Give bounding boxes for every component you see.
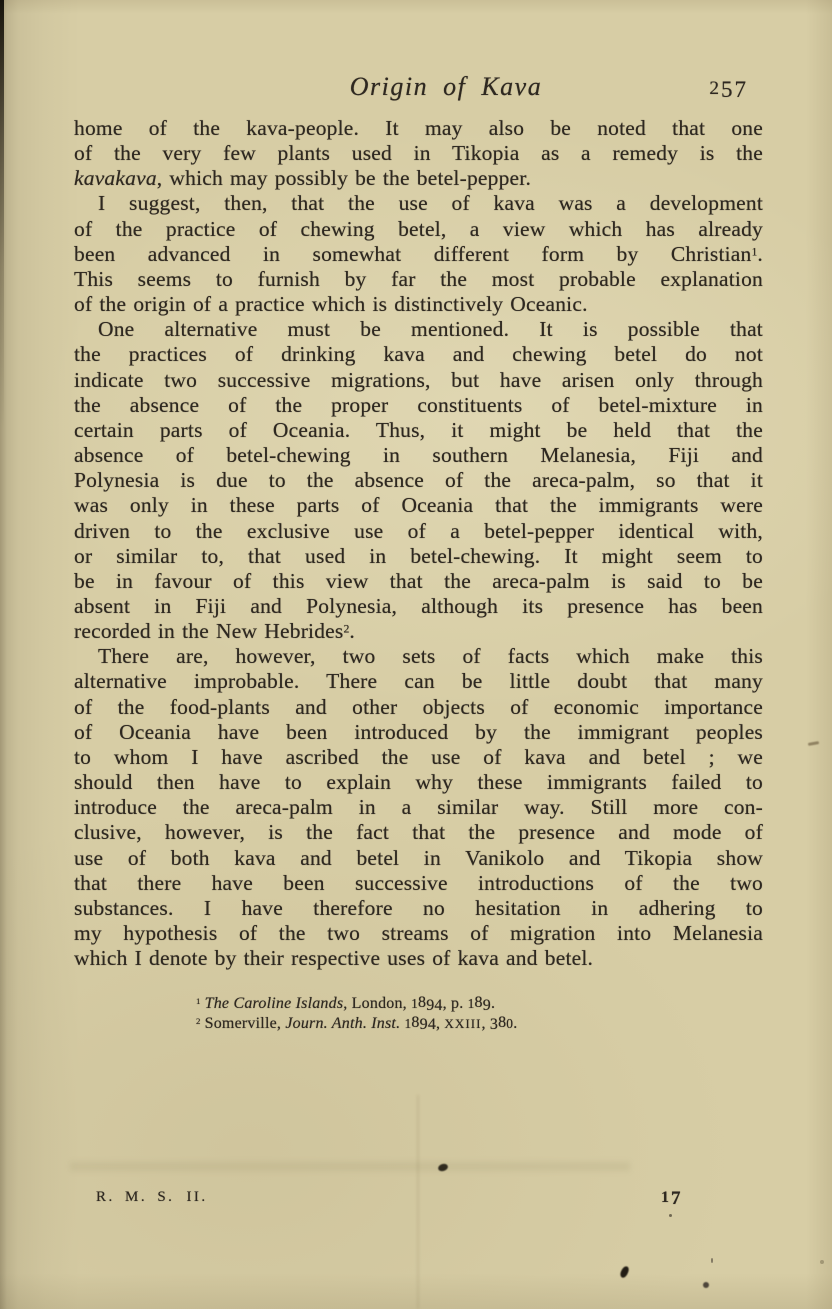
text-line: kavakava, which may possibly be the betel-pepper. (74, 166, 532, 191)
text-line: of the origin of a practice which is distinctively Oceanic. (74, 292, 588, 317)
text-line: I suggest, then, that the use of kava was a development (98, 191, 763, 216)
text-line: clusive, however, is the fact that the presence and mode of (74, 820, 763, 845)
margin-mark (808, 741, 819, 746)
running-head-title: Origin of Kava (349, 72, 543, 101)
text-line: of Oceania have been introduced by the immigrant peoples (74, 719, 763, 744)
text-line: alternative improbable. There can be little doubt that many (74, 669, 763, 694)
text-line: was only in these parts of Oceania that the immigrants were (74, 493, 763, 518)
ink-speck (820, 1260, 824, 1264)
text-line: or similar to, that used in betel-chewing. It might seem to (74, 543, 763, 568)
text-line: of the food-plants and other objects of economic importance (74, 694, 763, 719)
footnote: $^1$ The Caroline Islands, London, 1894, p. 189. (196, 994, 496, 1014)
text-line: One alternative must be mentioned. It is possible that (98, 317, 763, 342)
page-number: 257 (709, 76, 748, 102)
text-line: indicate two successive migrations, but have arisen only through (74, 367, 763, 392)
text-line: use of both kava and betel in Vanikolo and Tikopia show (74, 845, 763, 870)
ink-speck (711, 1258, 713, 1263)
text-line: of the practice of chewing betel, a view which has already (74, 216, 763, 241)
text-line: been advanced in somewhat different form by Christian$^1$. (74, 241, 763, 266)
text-line: absent in Fiji and Polynesia, although its presence has been (74, 593, 763, 618)
text-line: driven to the exclusive use of a betel-pepper identical with, (74, 518, 763, 543)
text-line: that there have been successive introductions of the two (74, 870, 763, 895)
text-line: introduce the areca-palm in a similar way. Still more con- (74, 795, 763, 820)
ink-speck (669, 1214, 672, 1217)
text-line: This seems to furnish by far the most probable explanation (74, 266, 763, 291)
ink-speck (703, 1282, 709, 1288)
text-line: should then have to explain why these immigrants failed to (74, 770, 763, 795)
text-line: There are, however, two sets of facts which make this (98, 644, 763, 669)
paper-crease (417, 1095, 419, 1309)
page-gutter-shadow (0, 0, 4, 430)
text-line: be in favour of this view that the areca-palm is said to be (74, 568, 763, 593)
text-line: which I denote by their respective uses of kava and betel. (74, 946, 594, 971)
text-line: certain parts of Oceania. Thus, it might be held that the (74, 417, 763, 442)
text-line: substances. I have therefore no hesitation in adhering to (74, 895, 763, 920)
footnotes (196, 994, 517, 1033)
text-line: the absence of the proper constituents of betel-mixture in (74, 392, 763, 417)
text-line: absence of betel-chewing in southern Melanesia, Fiji and (74, 443, 763, 468)
text-line: my hypothesis of the two streams of migration into Melanesia (74, 921, 763, 945)
volume-numeral: II. (186, 1189, 208, 1205)
ink-speck (619, 1265, 630, 1279)
series-initials: R. M. S. (96, 1189, 175, 1205)
sheet-number: 17 (661, 1188, 683, 1210)
signature-mark (96, 1189, 208, 1206)
footnote: $^2$ Somerville, Journ. Anth. Inst. 1894, XXIII, 380. (196, 1013, 518, 1034)
body-text (74, 116, 763, 971)
text-line: the practices of drinking kava and chewing betel do not (74, 342, 763, 367)
text-line: Polynesia is due to the absence of the areca-palm, so that it (74, 468, 763, 493)
text-line: home of the kava-people. It may also be noted that one (74, 116, 763, 140)
scan-streak (70, 1162, 630, 1171)
text-line: to whom I have ascribed the use of kava and betel ; we (74, 744, 763, 769)
text-line: of the very few plants used in Tikopia as a remedy is the (74, 141, 763, 166)
running-head (74, 68, 764, 104)
text-line: recorded in the New Hebrides$^2$. (74, 619, 355, 644)
